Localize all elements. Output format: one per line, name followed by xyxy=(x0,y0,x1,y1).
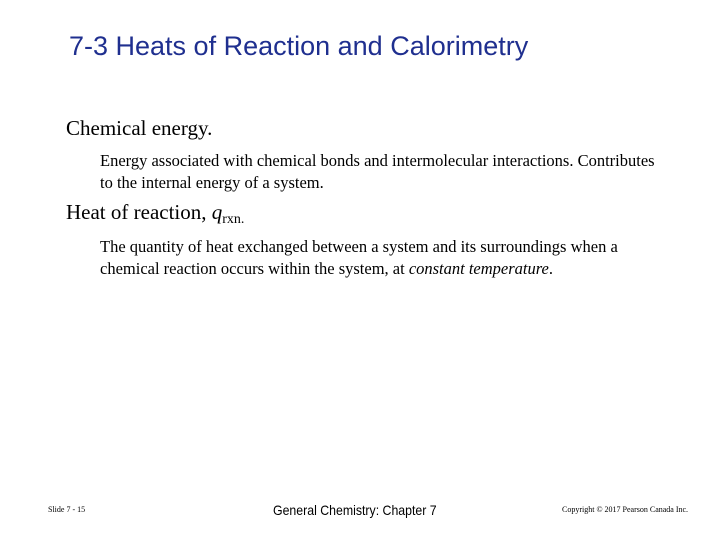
footer-course: General Chemistry: Chapter 7 xyxy=(273,502,437,518)
q-symbol: q xyxy=(211,200,223,224)
slide-number: Slide 7 - 15 xyxy=(48,505,86,514)
definition-text: The quantity of heat exchanged between a system and its surroundings when a chemical reaction occurs within the system, at xyxy=(100,237,618,278)
heat-of-reaction-label: Heat of reaction, xyxy=(66,200,212,224)
rxn-subscript: rxn. xyxy=(222,212,245,227)
definition-period: . xyxy=(548,259,554,278)
sub-bullet-heat-of-reaction-definition xyxy=(100,236,660,280)
constant-temperature-emphasis: constant temperature xyxy=(408,259,549,278)
bullet-chemical-energy: Chemical energy. xyxy=(66,116,213,140)
bullet-heat-of-reaction xyxy=(66,200,244,228)
slide-title: 7-3 Heats of Reaction and Calorimetry xyxy=(69,31,529,61)
footer-copyright: Copyright © 2017 Pearson Canada Inc. xyxy=(562,505,689,514)
sub-bullet-chemical-energy-definition: Energy associated with chemical bonds and intermolecular interactions. Contributes to the internal energy of a system. xyxy=(100,151,655,192)
